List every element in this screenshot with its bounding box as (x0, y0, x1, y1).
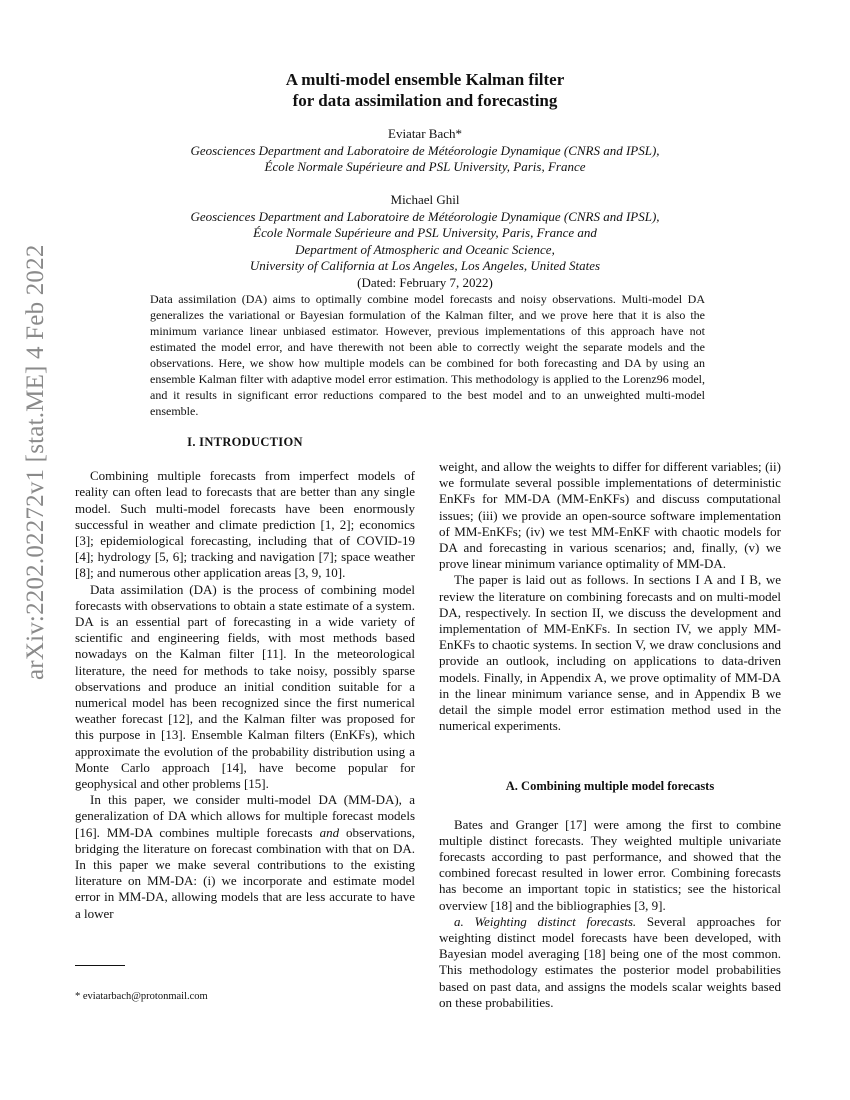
right-column (439, 459, 781, 1011)
title-line-1: A multi-model ensemble Kalman filter (285, 70, 565, 89)
emphasis-text: and (319, 824, 340, 840)
paragraph: Combining multiple forecasts from imperfect models of reality can often lead to forecasts that are better than any single model. Such multi-model forecasts have been enormously successful in weather and climate prediction [1, 2]; economics [3]; epidemiological forecasting, including that of COVID-19 [4]; hydrology [5, 6]; tracking and navigation [7]; space weather [8]; and numerous other application areas [3, 9, 10]. (75, 468, 415, 581)
author-name: Michael Ghil (390, 192, 460, 207)
author-block-2 (0, 192, 850, 291)
left-column (75, 430, 415, 922)
paragraph: Bates and Granger [17] were among the first to combine multiple distinct forecasts. They weighted multiple univariate forecasts according to past performance, and showed that the combined forecast resulted in lower error. Combining forecasts has become an important topic in statistics; see the historical overview [18] and the bibliographies [3, 9]. (439, 816, 781, 913)
paper-title (0, 69, 850, 111)
author-affiliation-line: University of California at Los Angeles, Los Angeles, United States (249, 258, 601, 273)
paragraph (439, 914, 781, 1011)
author-affiliation-line: École Normale Supérieure and PSL University, Paris, France (264, 159, 586, 174)
paragraph: weight, and allow the weights to differ for different variables; (ii) we formulate several possible implementations of deterministic EnKFs for MM-DA (MM-EnKFs) and discuss computational issues; (iii) we provide an open-source software implementation of MM-EnKFs; (iv) we test MM-EnKF with chaotic models for DA and forecasting in various scenarios; and, finally, (v) we prove linear minimum variance optimality of MM-DA. (439, 459, 781, 572)
section-heading-introduction: I. INTRODUCTION (187, 435, 303, 449)
arxiv-side-identifier: arXiv:2202.02272v1 [stat.ME] 4 Feb 2022 (22, 244, 49, 680)
paragraph-text: In this paper, we consider multi-model DA (MM-DA), a generalization of DA which allows for multiple forecast models [16]. MM-DA combines multiple forecasts (75, 792, 415, 840)
abstract: Data assimilation (DA) aims to optimally combine model forecasts and noisy observations. Multi-model DA generalizes the variational or Bayesian formulation of the Kalman filter, and we prove here that it is also the minimum variance linear unbiased estimator. However, previous implementations of this approach have not estimated the model error, and have therewith not been able to correctly weight the separate models and the observations. Here, we show how multiple models can be combined for both forecasting and DA by using an ensemble Kalman filter with adaptive model error estimation. This methodology is applied to the Lorenz96 model, and it results in significant error reductions compared to the best model and to an unweighted multi-model ensemble. (150, 292, 705, 418)
author-affiliation-line: Geosciences Department and Laboratoire de Météorologie Dynamique (CNRS and IPSL), (190, 142, 660, 158)
paragraph-label: a. Weighting distinct forecasts. (454, 913, 637, 929)
author-affiliation-line: Geosciences Department and Laboratoire de Météorologie Dynamique (CNRS and IPSL), (190, 208, 660, 224)
author-block-1 (0, 126, 850, 176)
paragraph-text: Several approaches for weighting distinct model forecasts have been developed, with Bayesian model averaging [18] being one of the most common. This methodology estimates the posterior model probabilities based on past data, and assigns the models scalar weights based on these probabilities. (439, 913, 781, 1010)
dated-line: (Dated: February 7, 2022) (357, 274, 493, 290)
author-name: Eviatar Bach* (388, 126, 462, 141)
paragraph: Data assimilation (DA) is the process of combining model forecasts with observations to obtain a state estimate of a system. DA is an essential part of forecasting in a wide variety of scientific and engineering fields, with most methods based nowadays on the Kalman filter [11]. In the meteorological literature, the need for methods to take noisy, possibly sparse observations and produce an initial condition suitable for a numerical model has been recognized since the first numerical weather forecast [12], and the Kalman filter was proposed for this purpose in [13]. Ensemble Kalman filters (EnKFs), which approximate the evolution of the probability distribution using a Monte Carlo approach [14], have become popular for geophysical and other problems [15]. (75, 581, 415, 792)
footnote-email: * eviatarbach@protonmail.com (75, 991, 208, 1002)
footnote-rule (75, 965, 125, 966)
paragraph (75, 792, 415, 922)
author-affiliation-line: École Normale Supérieure and PSL University, Paris, France and (253, 225, 597, 240)
author-affiliation-line: Department of Atmospheric and Oceanic Science, (295, 241, 555, 257)
paragraph: The paper is laid out as follows. In sections I A and I B, we review the literature on combining forecasts and on multi-model DA, respectively. In section II, we discuss the development and implementation of MM-EnKFs. In section IV, we apply MM-EnKFs to chaotic systems. In section V, we draw conclusions and provide an outlook, including on applications to data-driven models. Finally, in Appendix A, we prove optimality of MM-DA in the linear minimum variance sense, and in Appendix B we detail the simple model error estimation method used in the numerical experiments. (439, 572, 781, 734)
paragraph-text: observations, bridging the literature on forecast combination with that on DA. In this paper we make several contributions to the existing literature on MM-DA: (i) we incorporate and estimate model error in MM-DA, allowing models that are less accurate to have a lower (75, 824, 415, 921)
title-line-2: for data assimilation and forecasting (292, 91, 558, 110)
subsection-heading: A. Combining multiple model forecasts (505, 779, 715, 794)
